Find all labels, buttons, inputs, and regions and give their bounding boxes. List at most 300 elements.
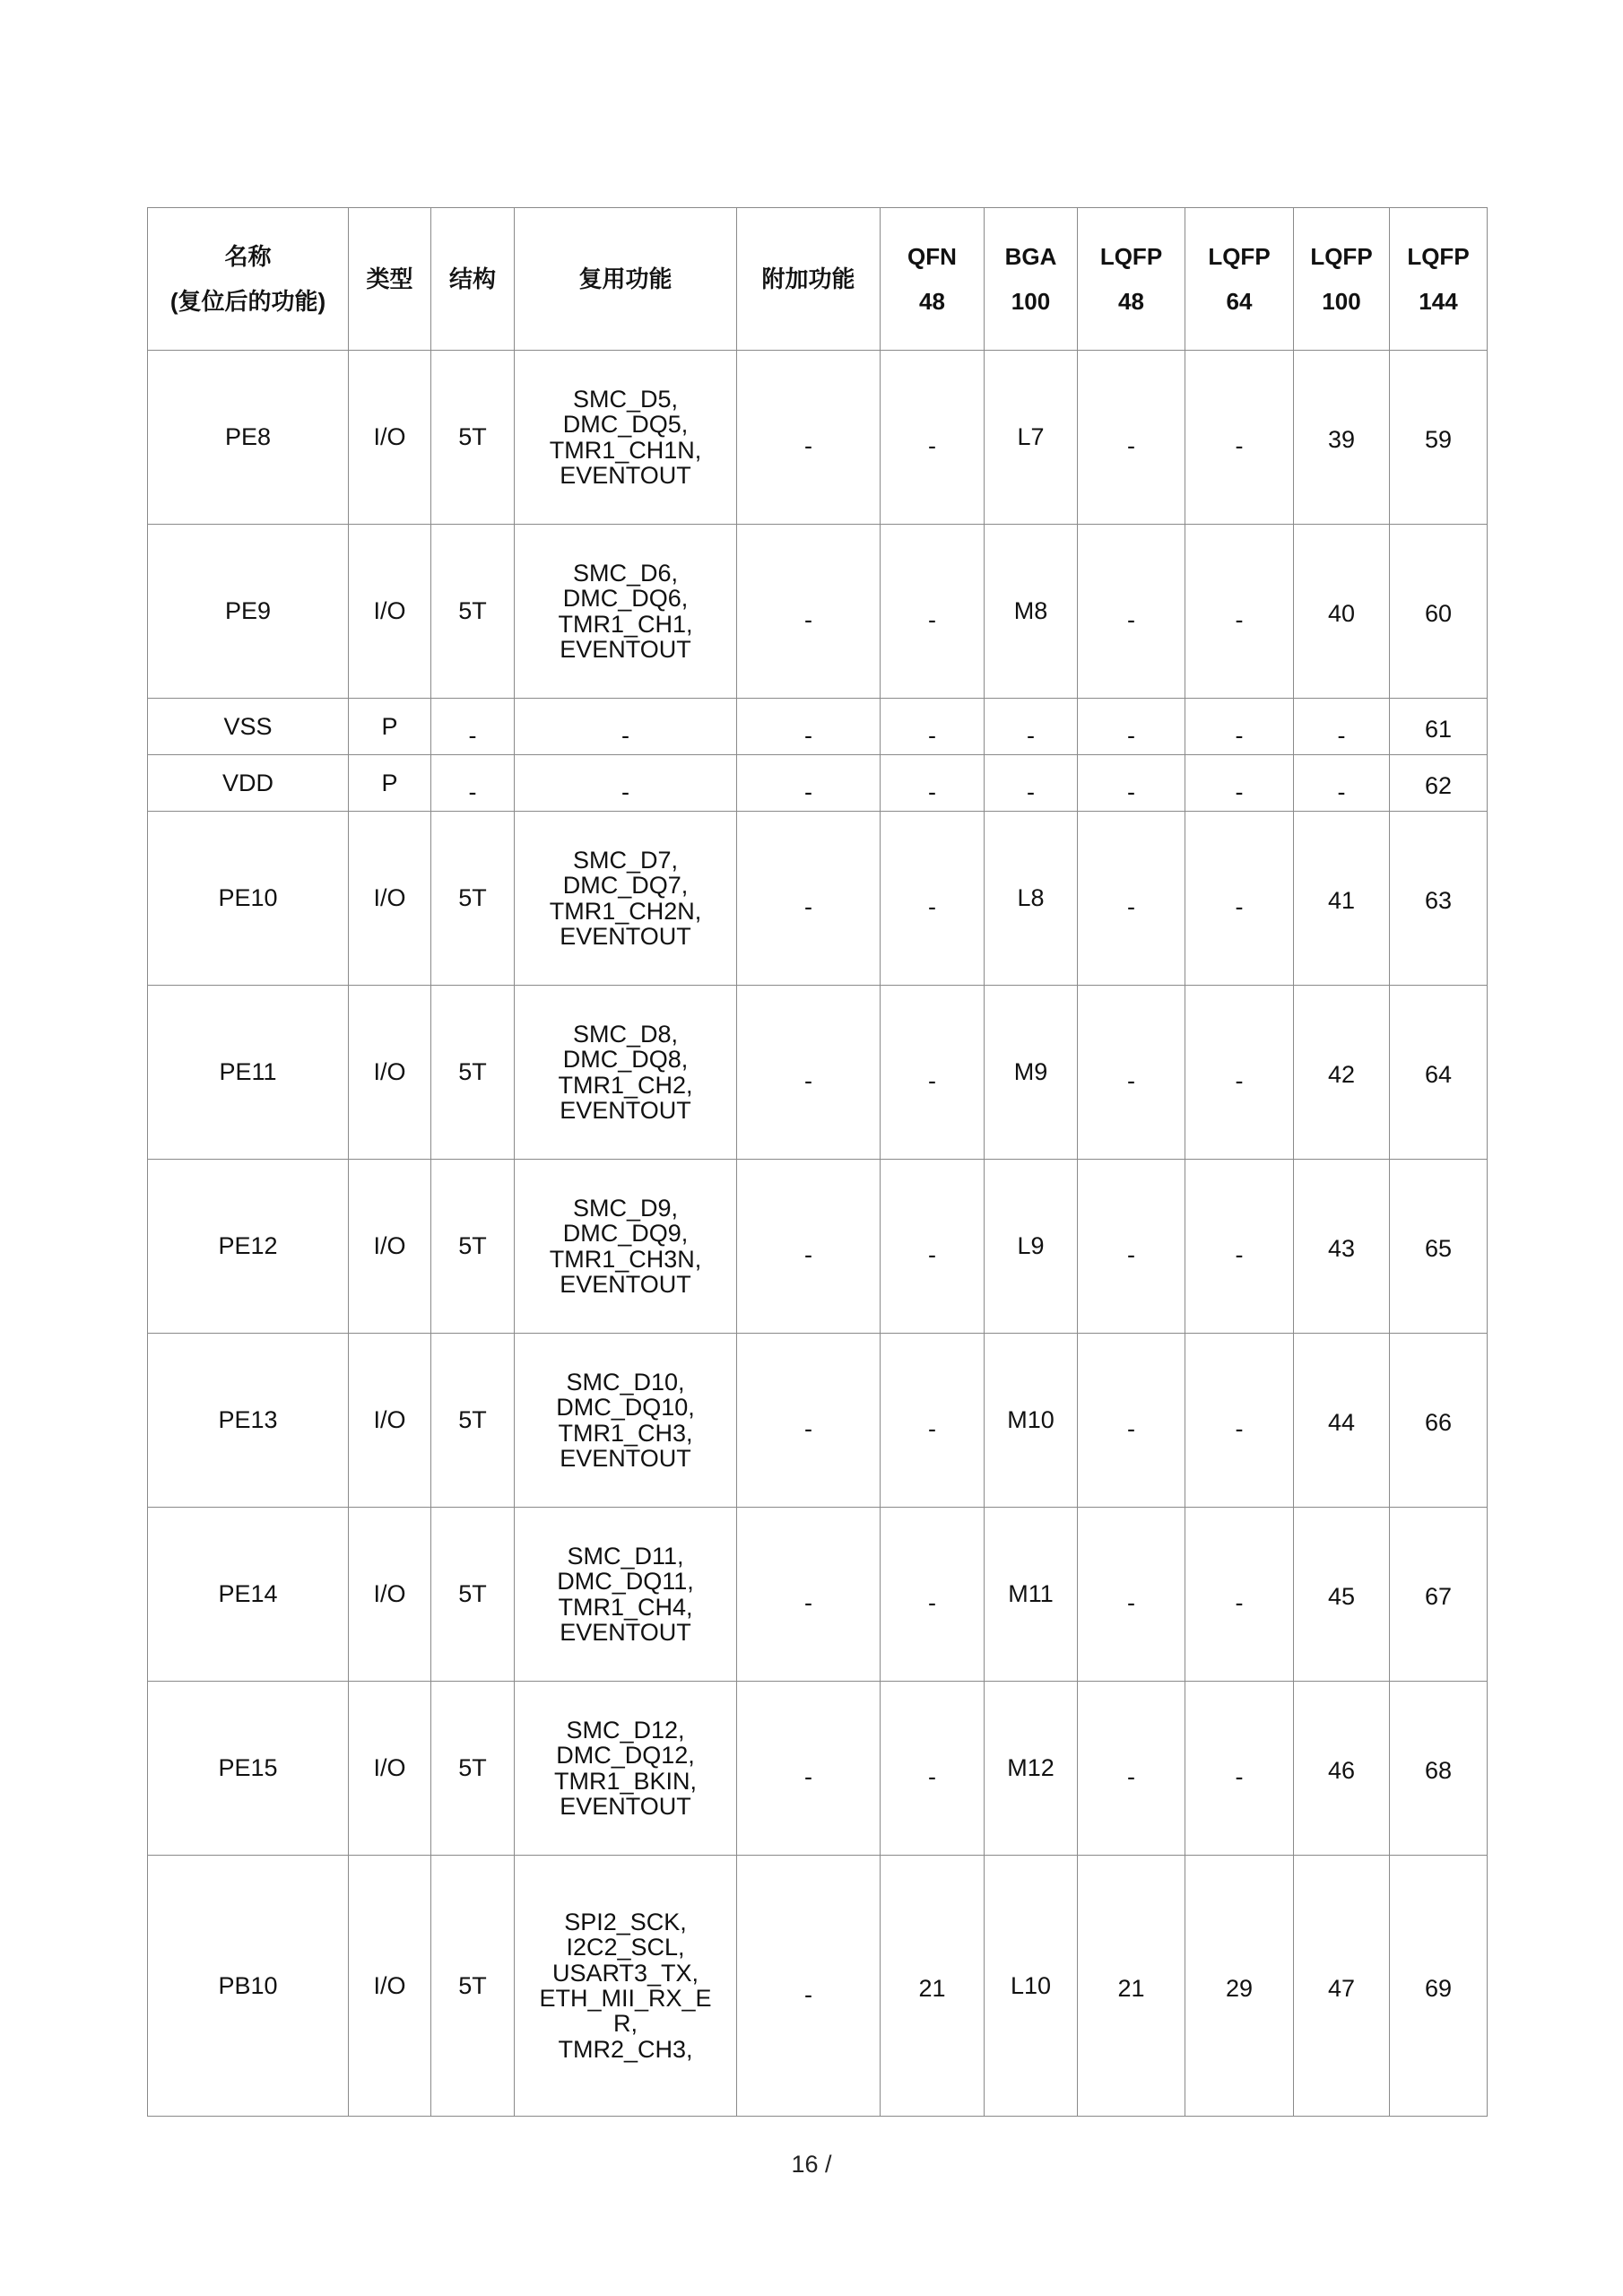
cell-lqfp64 xyxy=(1185,1160,1294,1334)
cell-value: - xyxy=(1235,1589,1244,1617)
cell-bga100 xyxy=(985,986,1078,1160)
cell-structure xyxy=(431,1334,515,1508)
cell-value: I/O xyxy=(373,1406,406,1434)
cell-lqfp64 xyxy=(1185,1856,1294,2117)
cell-name xyxy=(148,351,349,525)
cell-value: M10 xyxy=(1007,1406,1055,1434)
alt-function-line: DMC_DQ8, xyxy=(562,1046,689,1074)
cell-lqfp100 xyxy=(1294,755,1390,812)
header-line: LQFP xyxy=(1099,243,1163,270)
alt-function-line: TMR1_CH2, xyxy=(558,1071,693,1099)
cell-structure xyxy=(431,1160,515,1334)
cell-alt-functions xyxy=(515,525,737,699)
alt-function-line: USART3_TX, xyxy=(551,1959,699,1987)
alt-function-line: - xyxy=(621,778,629,805)
header-line: LQFP xyxy=(1407,243,1470,270)
cell-value: - xyxy=(928,778,936,805)
cell-value: - xyxy=(1235,1241,1244,1269)
cell-bga100 xyxy=(985,1160,1078,1334)
header-line: (复位后的功能) xyxy=(169,288,326,315)
cell-additional xyxy=(737,1334,881,1508)
cell-value: - xyxy=(1235,606,1244,634)
cell-type xyxy=(349,699,431,755)
cell-value: 5T xyxy=(458,1754,487,1782)
header-lqfp100 xyxy=(1294,208,1390,351)
cell-value: - xyxy=(804,721,812,749)
cell-structure xyxy=(431,1856,515,2117)
cell-name xyxy=(148,699,349,755)
cell-lqfp48 xyxy=(1078,986,1185,1160)
cell-value: - xyxy=(1337,778,1346,805)
header-additional-functions xyxy=(737,208,881,351)
cell-additional xyxy=(737,1682,881,1856)
cell-name xyxy=(148,1508,349,1682)
alt-function-line: DMC_DQ6, xyxy=(562,585,689,613)
cell-lqfp48 xyxy=(1078,1508,1185,1682)
cell-value: 46 xyxy=(1327,1757,1356,1785)
cell-lqfp100 xyxy=(1294,1682,1390,1856)
cell-lqfp144 xyxy=(1390,1334,1488,1508)
cell-value: L10 xyxy=(1010,1971,1052,1999)
cell-lqfp48 xyxy=(1078,1682,1185,1856)
header-line: 144 xyxy=(1419,288,1458,315)
cell-value: 61 xyxy=(1424,715,1453,743)
cell-value: 39 xyxy=(1327,426,1356,454)
cell-type xyxy=(349,1508,431,1682)
cell-lqfp64 xyxy=(1185,812,1294,986)
cell-value: - xyxy=(1235,721,1244,749)
cell-type xyxy=(349,1334,431,1508)
cell-bga100 xyxy=(985,699,1078,755)
alt-function-line: SMC_D11, xyxy=(567,1542,684,1570)
header-line: 48 xyxy=(919,288,945,315)
cell-name xyxy=(148,1160,349,1334)
cell-structure xyxy=(431,812,515,986)
alt-function-line: SMC_D5, xyxy=(572,385,679,413)
cell-lqfp144 xyxy=(1390,525,1488,699)
cell-name xyxy=(148,986,349,1160)
cell-alt-functions xyxy=(515,1856,737,2117)
cell-value: - xyxy=(1127,606,1135,634)
cell-value: - xyxy=(928,1067,936,1095)
cell-name xyxy=(148,1856,349,2117)
cell-value: PE13 xyxy=(218,1406,278,1434)
table-row xyxy=(148,1334,1488,1508)
cell-qfn48 xyxy=(881,812,985,986)
alt-function-line: TMR1_CH1, xyxy=(558,610,693,638)
alt-function-line: DMC_DQ7, xyxy=(562,872,689,900)
cell-lqfp48 xyxy=(1078,812,1185,986)
cell-lqfp64 xyxy=(1185,986,1294,1160)
cell-type xyxy=(349,812,431,986)
cell-value: - xyxy=(928,1241,936,1269)
cell-value: 69 xyxy=(1424,1974,1453,2002)
cell-value: P xyxy=(381,769,398,796)
header-line: 64 xyxy=(1226,288,1253,315)
cell-qfn48 xyxy=(881,1160,985,1334)
cell-alt-functions xyxy=(515,1160,737,1334)
header-line: QFN xyxy=(907,243,957,270)
cell-value: - xyxy=(804,778,812,805)
cell-value: 41 xyxy=(1327,887,1356,915)
cell-value: - xyxy=(1127,1589,1135,1617)
cell-alt-functions xyxy=(515,1508,737,1682)
header-line: 100 xyxy=(1322,288,1361,315)
cell-value: - xyxy=(928,1415,936,1443)
cell-value: - xyxy=(468,778,477,805)
cell-structure xyxy=(431,755,515,812)
cell-lqfp64 xyxy=(1185,525,1294,699)
cell-structure xyxy=(431,699,515,755)
cell-value: - xyxy=(1027,721,1035,749)
header-name xyxy=(148,208,349,351)
header-alt-functions xyxy=(515,208,737,351)
cell-lqfp100 xyxy=(1294,986,1390,1160)
cell-value: - xyxy=(1127,432,1135,460)
cell-value: - xyxy=(1235,1763,1244,1791)
cell-lqfp100 xyxy=(1294,812,1390,986)
cell-bga100 xyxy=(985,1334,1078,1508)
table-row xyxy=(148,812,1488,986)
cell-qfn48 xyxy=(881,351,985,525)
cell-value: 5T xyxy=(458,1406,487,1434)
cell-value: - xyxy=(928,1763,936,1791)
cell-value: - xyxy=(1127,1415,1135,1443)
cell-lqfp64 xyxy=(1185,755,1294,812)
cell-alt-functions xyxy=(515,1682,737,1856)
cell-value: 5T xyxy=(458,1232,487,1260)
cell-value: 5T xyxy=(458,1971,487,1999)
cell-additional xyxy=(737,986,881,1160)
cell-name xyxy=(148,812,349,986)
cell-lqfp64 xyxy=(1185,1334,1294,1508)
cell-value: - xyxy=(1127,1763,1135,1791)
alt-function-line: TMR1_CH3, xyxy=(558,1419,693,1447)
cell-lqfp48 xyxy=(1078,1334,1185,1508)
cell-value: M11 xyxy=(1008,1580,1054,1608)
cell-value: - xyxy=(804,1415,812,1443)
alt-function-line: DMC_DQ11, xyxy=(557,1568,694,1596)
cell-value: 5T xyxy=(458,1058,487,1086)
alt-function-line: TMR1_CH2N, xyxy=(549,897,702,925)
cell-structure xyxy=(431,525,515,699)
cell-lqfp144 xyxy=(1390,351,1488,525)
cell-value: PE14 xyxy=(218,1580,278,1608)
alt-function-line: EVENTOUT xyxy=(560,1792,691,1820)
cell-alt-functions xyxy=(515,351,737,525)
cell-additional xyxy=(737,1508,881,1682)
table-row xyxy=(148,986,1488,1160)
cell-structure xyxy=(431,986,515,1160)
cell-value: 67 xyxy=(1424,1583,1453,1611)
alt-function-line: EVENTOUT xyxy=(560,1618,691,1646)
cell-qfn48 xyxy=(881,1334,985,1508)
cell-bga100 xyxy=(985,755,1078,812)
cell-value: - xyxy=(1235,1067,1244,1095)
cell-lqfp48 xyxy=(1078,699,1185,755)
cell-bga100 xyxy=(985,1856,1078,2117)
header-line: BGA xyxy=(1004,243,1057,270)
cell-value: - xyxy=(468,721,477,749)
cell-bga100 xyxy=(985,812,1078,986)
cell-lqfp144 xyxy=(1390,986,1488,1160)
cell-lqfp100 xyxy=(1294,1160,1390,1334)
table-body xyxy=(148,351,1488,2117)
cell-alt-functions xyxy=(515,755,737,812)
cell-bga100 xyxy=(985,1682,1078,1856)
cell-qfn48 xyxy=(881,699,985,755)
cell-qfn48 xyxy=(881,1856,985,2117)
cell-lqfp144 xyxy=(1390,1160,1488,1334)
cell-lqfp100 xyxy=(1294,1334,1390,1508)
cell-alt-functions xyxy=(515,986,737,1160)
header-structure xyxy=(431,208,515,351)
table-row xyxy=(148,525,1488,699)
cell-value: - xyxy=(1235,778,1244,805)
alt-function-line: TMR1_BKIN, xyxy=(553,1767,698,1795)
alt-function-line: SMC_D9, xyxy=(572,1194,679,1222)
cell-type xyxy=(349,986,431,1160)
cell-lqfp64 xyxy=(1185,1682,1294,1856)
cell-value: 63 xyxy=(1424,887,1453,915)
cell-type xyxy=(349,1682,431,1856)
cell-lqfp64 xyxy=(1185,351,1294,525)
cell-value: L8 xyxy=(1017,884,1045,912)
cell-qfn48 xyxy=(881,1508,985,1682)
cell-value: 68 xyxy=(1424,1757,1453,1785)
cell-value: I/O xyxy=(373,1232,406,1260)
header-line: 附加功能 xyxy=(761,265,855,292)
table-header-row xyxy=(148,208,1488,351)
cell-value: - xyxy=(1127,1067,1135,1095)
cell-lqfp48 xyxy=(1078,1160,1185,1334)
header-line: 类型 xyxy=(366,265,413,292)
cell-type xyxy=(349,1160,431,1334)
cell-value: PB10 xyxy=(218,1971,278,1999)
cell-value: 64 xyxy=(1424,1061,1453,1089)
cell-structure xyxy=(431,1508,515,1682)
table-row xyxy=(148,1160,1488,1334)
alt-function-line: I2C2_SCL, xyxy=(566,1934,685,1961)
cell-value: - xyxy=(804,893,812,921)
table-row xyxy=(148,1856,1488,2117)
cell-lqfp48 xyxy=(1078,351,1185,525)
cell-qfn48 xyxy=(881,986,985,1160)
cell-value: VSS xyxy=(223,712,273,740)
header-line: 复用功能 xyxy=(578,265,673,292)
header-bga100 xyxy=(985,208,1078,351)
cell-qfn48 xyxy=(881,1682,985,1856)
cell-lqfp100 xyxy=(1294,1508,1390,1682)
table-row xyxy=(148,755,1488,812)
cell-type xyxy=(349,1856,431,2117)
cell-value: 21 xyxy=(918,1974,946,2002)
alt-function-line: EVENTOUT xyxy=(560,635,691,663)
alt-function-line: SMC_D12, xyxy=(566,1716,685,1744)
cell-value: L7 xyxy=(1017,423,1045,451)
header-type xyxy=(349,208,431,351)
alt-function-line: TMR1_CH4, xyxy=(558,1593,693,1621)
cell-value: - xyxy=(804,1589,812,1617)
cell-value: I/O xyxy=(373,1580,406,1608)
alt-function-line: EVENTOUT xyxy=(560,922,691,950)
cell-value: - xyxy=(1235,1415,1244,1443)
header-line: 48 xyxy=(1118,288,1144,315)
cell-value: 5T xyxy=(458,1580,487,1608)
cell-alt-functions xyxy=(515,812,737,986)
cell-alt-functions xyxy=(515,1334,737,1508)
cell-value: 45 xyxy=(1327,1583,1356,1611)
alt-function-line: R, xyxy=(613,2010,638,2038)
cell-value: PE8 xyxy=(224,423,272,451)
table-row xyxy=(148,1508,1488,1682)
cell-value: 40 xyxy=(1327,600,1356,628)
alt-function-line: DMC_DQ9, xyxy=(562,1220,689,1248)
header-line: LQFP xyxy=(1208,243,1271,270)
cell-value: VDD xyxy=(221,769,273,796)
cell-lqfp144 xyxy=(1390,1508,1488,1682)
cell-structure xyxy=(431,351,515,525)
cell-value: - xyxy=(1235,432,1244,460)
cell-lqfp64 xyxy=(1185,699,1294,755)
table-row xyxy=(148,1682,1488,1856)
alt-function-line: SMC_D8, xyxy=(572,1020,679,1048)
cell-value: - xyxy=(1127,721,1135,749)
cell-value: 5T xyxy=(458,597,487,625)
cell-additional xyxy=(737,699,881,755)
cell-value: I/O xyxy=(373,884,406,912)
cell-value: PE15 xyxy=(218,1754,278,1782)
cell-name xyxy=(148,1334,349,1508)
cell-lqfp100 xyxy=(1294,699,1390,755)
cell-lqfp144 xyxy=(1390,755,1488,812)
cell-value: - xyxy=(928,432,936,460)
cell-value: P xyxy=(381,712,398,740)
cell-value: - xyxy=(1337,721,1346,749)
cell-type xyxy=(349,351,431,525)
header-line: LQFP xyxy=(1310,243,1373,270)
cell-structure xyxy=(431,1682,515,1856)
header-lqfp64 xyxy=(1185,208,1294,351)
alt-function-line: SPI2_SCK, xyxy=(564,1908,687,1935)
cell-value: 21 xyxy=(1117,1974,1145,2002)
page-number: 16 / xyxy=(791,2151,832,2178)
cell-value: M12 xyxy=(1007,1754,1055,1782)
cell-lqfp144 xyxy=(1390,1856,1488,2117)
cell-value: 43 xyxy=(1327,1235,1356,1263)
cell-value: - xyxy=(928,893,936,921)
cell-type xyxy=(349,525,431,699)
cell-value: - xyxy=(1027,778,1035,805)
cell-value: I/O xyxy=(373,597,406,625)
header-line: 名称 xyxy=(224,243,272,270)
cell-additional xyxy=(737,755,881,812)
cell-lqfp144 xyxy=(1390,699,1488,755)
cell-name xyxy=(148,755,349,812)
alt-function-line: EVENTOUT xyxy=(560,1444,691,1472)
cell-name xyxy=(148,1682,349,1856)
cell-value: M9 xyxy=(1013,1058,1048,1086)
header-lqfp48 xyxy=(1078,208,1185,351)
alt-function-line: DMC_DQ10, xyxy=(556,1394,695,1422)
cell-value: 47 xyxy=(1327,1974,1356,2002)
cell-value: - xyxy=(804,1241,812,1269)
cell-bga100 xyxy=(985,1508,1078,1682)
alt-function-line: SMC_D10, xyxy=(566,1368,685,1396)
cell-additional xyxy=(737,1160,881,1334)
header-line: 结构 xyxy=(448,265,496,292)
cell-value: PE9 xyxy=(224,597,272,625)
cell-additional xyxy=(737,812,881,986)
cell-type xyxy=(349,755,431,812)
header-line: 100 xyxy=(1011,288,1051,315)
cell-additional xyxy=(737,351,881,525)
cell-lqfp144 xyxy=(1390,1682,1488,1856)
cell-value: - xyxy=(804,1980,812,2008)
cell-value: - xyxy=(1127,893,1135,921)
cell-bga100 xyxy=(985,525,1078,699)
cell-lqfp48 xyxy=(1078,755,1185,812)
cell-value: - xyxy=(804,606,812,634)
cell-value: - xyxy=(804,1763,812,1791)
alt-function-line: - xyxy=(621,721,629,749)
cell-lqfp100 xyxy=(1294,525,1390,699)
cell-value: - xyxy=(1235,893,1244,921)
cell-value: - xyxy=(1127,778,1135,805)
cell-value: PE11 xyxy=(219,1058,277,1086)
cell-value: - xyxy=(1127,1241,1135,1269)
table-row xyxy=(148,699,1488,755)
cell-value: 29 xyxy=(1225,1974,1254,2002)
cell-value: M8 xyxy=(1013,597,1048,625)
cell-qfn48 xyxy=(881,755,985,812)
cell-lqfp100 xyxy=(1294,1856,1390,2117)
alt-function-line: ETH_MII_RX_E xyxy=(539,1985,712,2012)
cell-additional xyxy=(737,1856,881,2117)
cell-lqfp144 xyxy=(1390,812,1488,986)
cell-value: 66 xyxy=(1424,1409,1453,1437)
cell-value: 44 xyxy=(1327,1409,1356,1437)
cell-value: PE10 xyxy=(218,884,278,912)
cell-value: 65 xyxy=(1424,1235,1453,1263)
cell-value: - xyxy=(928,721,936,749)
cell-value: 5T xyxy=(458,884,487,912)
header-lqfp144 xyxy=(1390,208,1488,351)
cell-name xyxy=(148,525,349,699)
cell-lqfp48 xyxy=(1078,525,1185,699)
cell-value: I/O xyxy=(373,1058,406,1086)
cell-lqfp100 xyxy=(1294,351,1390,525)
cell-value: PE12 xyxy=(218,1232,278,1260)
pin-definition-table xyxy=(147,207,1488,2117)
cell-additional xyxy=(737,525,881,699)
cell-value: - xyxy=(928,1589,936,1617)
cell-value: 60 xyxy=(1424,600,1453,628)
alt-function-line: TMR1_CH3N, xyxy=(549,1245,702,1273)
cell-bga100 xyxy=(985,351,1078,525)
cell-lqfp48 xyxy=(1078,1856,1185,2117)
cell-value: I/O xyxy=(373,1754,406,1782)
cell-value: 59 xyxy=(1424,426,1453,454)
cell-value: 42 xyxy=(1327,1061,1356,1089)
cell-value: 62 xyxy=(1424,771,1453,799)
cell-alt-functions xyxy=(515,699,737,755)
alt-function-line: EVENTOUT xyxy=(560,1096,691,1124)
cell-value: L9 xyxy=(1017,1232,1045,1260)
alt-function-line: SMC_D6, xyxy=(572,559,679,587)
alt-function-line: TMR2_CH3, xyxy=(558,2035,693,2063)
alt-function-line: TMR1_CH1N, xyxy=(549,436,702,464)
